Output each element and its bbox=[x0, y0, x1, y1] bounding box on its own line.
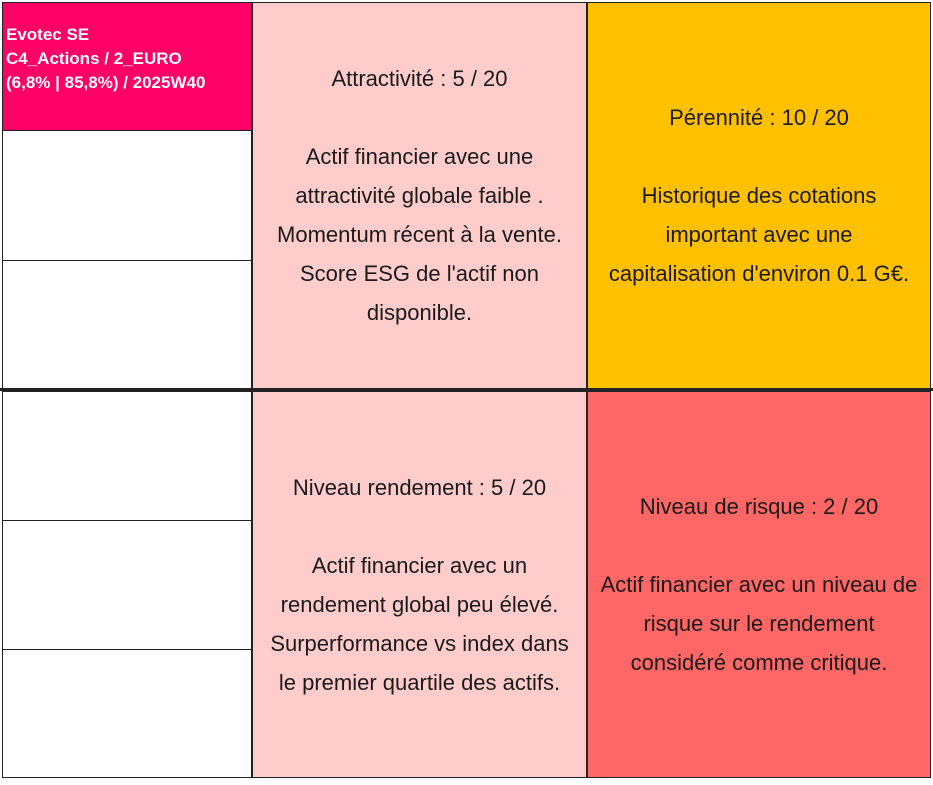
description-line: Actif financier avec un niveau de bbox=[600, 572, 918, 597]
attractivite-description bbox=[277, 137, 562, 332]
description-line: disponible. bbox=[366, 300, 473, 325]
description-line: risque sur le rendement bbox=[643, 611, 875, 636]
description-line: le premier quartile des actifs. bbox=[278, 669, 561, 695]
description-line: attractivité globale faible . bbox=[295, 183, 544, 208]
perennite-description bbox=[609, 176, 909, 293]
attractivite-title: Attractivité : 5 / 20 bbox=[331, 66, 508, 91]
description-line: Surperformance vs index dans bbox=[270, 630, 569, 656]
blank-cell bbox=[2, 130, 252, 261]
perennite-block bbox=[587, 2, 931, 389]
description-line: Momentum récent à la vente. bbox=[277, 222, 562, 247]
attractivite-block bbox=[252, 2, 587, 389]
description-line: considéré comme critique. bbox=[630, 650, 888, 675]
rendement-block bbox=[252, 391, 587, 778]
description-line: Actif financier avec une bbox=[305, 144, 534, 169]
blank-cell bbox=[2, 391, 252, 521]
risque-title: Niveau de risque : 2 / 20 bbox=[639, 494, 879, 519]
asset-header bbox=[2, 2, 252, 131]
asset-name: Evotec SE bbox=[6, 25, 90, 44]
description-line: important avec une bbox=[665, 222, 853, 247]
description-line: Historique des cotations bbox=[641, 183, 877, 208]
description-line: capitalisation d'environ 0.1 G€. bbox=[608, 261, 910, 286]
perennite-title: Pérennité : 10 / 20 bbox=[669, 105, 849, 130]
description-line: Score ESG de l'actif non bbox=[299, 261, 539, 286]
rendement-description bbox=[270, 546, 568, 702]
asset-stats: (6,8% | 85,8%) / 2025W40 bbox=[6, 73, 206, 92]
risque-description bbox=[601, 565, 918, 682]
asset-category: C4_Actions / 2_EURO bbox=[6, 49, 182, 68]
rendement-title: Niveau rendement : 5 / 20 bbox=[292, 474, 547, 500]
description-line: rendement global peu élevé. bbox=[280, 591, 559, 617]
blank-cell bbox=[2, 520, 252, 650]
blank-cell bbox=[2, 649, 252, 778]
blank-cell bbox=[2, 260, 252, 389]
risque-block bbox=[587, 391, 931, 778]
description-line: Actif financier avec un bbox=[311, 552, 528, 578]
